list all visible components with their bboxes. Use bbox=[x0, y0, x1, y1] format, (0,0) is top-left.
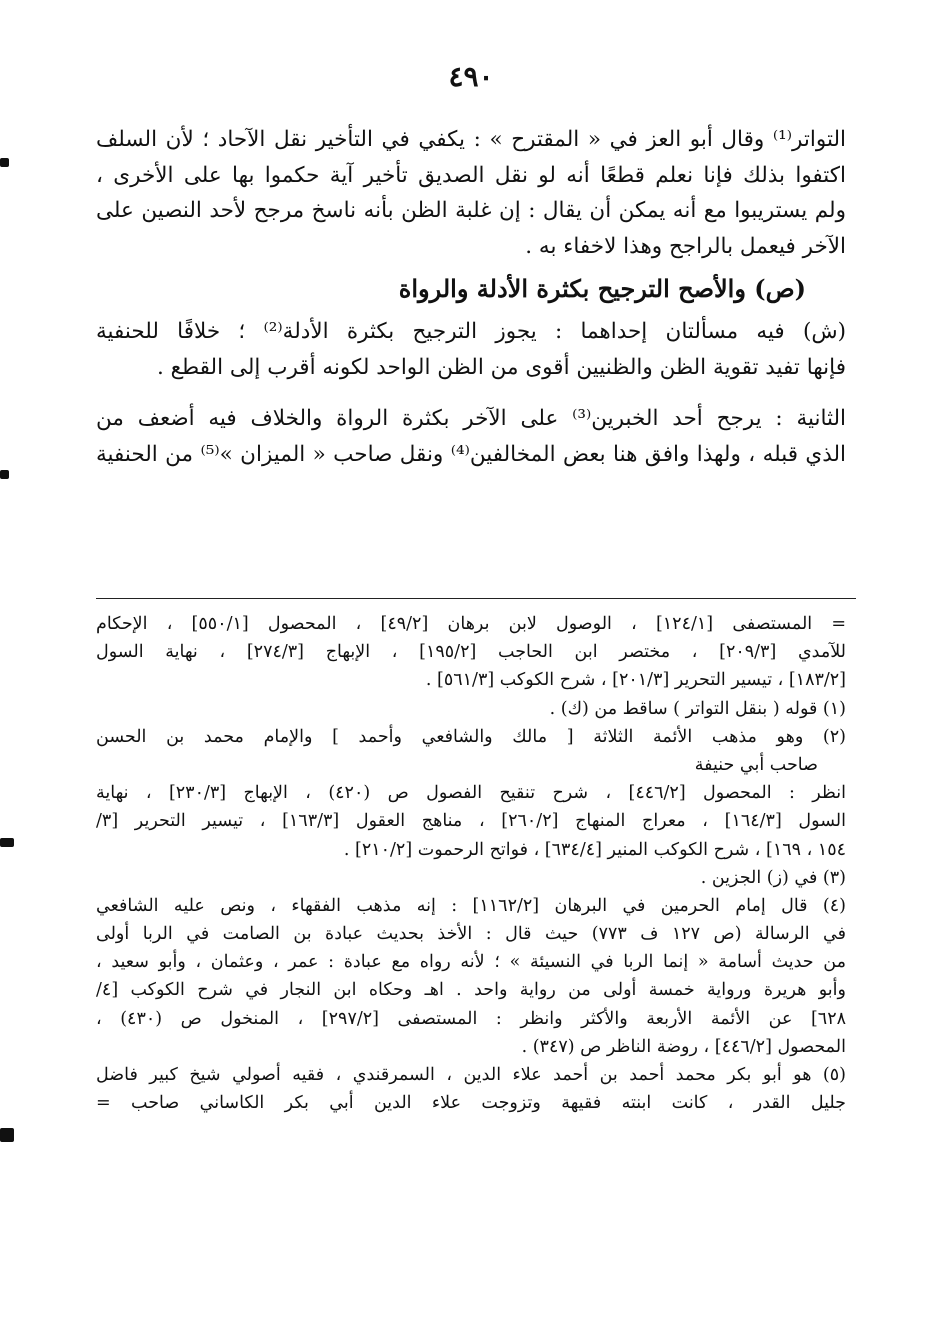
footnote-5: (٥) هو أبو بكر محمد أحمد بن أحمد علاء الدين ، السمرقندي ، فقيه أصولي شيخ كبير فاضل bbox=[96, 1065, 846, 1085]
scan-mark bbox=[0, 158, 9, 167]
body-line: اكتفوا بذلك فإنا نعلم قطعًا أنه لو نقل الصديق تأخير آية حكموا بها على الأخرى ، bbox=[96, 162, 846, 188]
footnote-line: انظر : المحصول [٤٤٦/٢] ، شرح تنقيح الفصول ص (٤٢٠) ، الإبهاج [٢٣٠/٣] ، نهاية bbox=[96, 783, 846, 804]
footnote-line: = المستصفى [١٢٤/١] ، الوصول لابن برهان [٤٩/٢] ، المحصول [٥٥٠/١] ، الإحكام bbox=[96, 614, 846, 634]
body-line: (ش) فيه مسألتان إحداهما : يجوز الترجيح بكثرة الأدلة⁽²⁾ ؛ خلافًا للحنفية bbox=[96, 319, 846, 344]
scan-mark bbox=[0, 838, 14, 847]
body-line: ولم يستريبوا مع أنه يمكن أن يقال : إن غلبة الظن بأنه ناسخ مرجح لأحد النصين على bbox=[96, 198, 846, 223]
footnote-3: (٣) في (ز) الجزين . bbox=[700, 867, 846, 888]
footnote-line: جليل القدر ، كانت ابنته فقيهة وتزوجت علاء الدين أبي بكر الكاساني صاحب = bbox=[96, 1093, 846, 1114]
footnote-line: السول [١٦٤/٣] ، معراج المنهاج [٢٦٠/٢] ، مناهج العقول [١٦٣/٣] ، تيسير التحرير [٣/ bbox=[96, 811, 846, 832]
footnote-4: (٤) قال إمام الحرمين في البرهان [١١٦٢/٢] : إنه مذهب الفقهاء ، ونص عليه الشافعي bbox=[96, 895, 846, 916]
footnote-line: المحصول [٤٤٦/٢] ، روضة الناظر ص (٣٤٧) . bbox=[521, 1036, 846, 1057]
footnote-divider bbox=[96, 598, 856, 599]
body-line: الذي قبله ، ولهذا وافق هنا بعض المخالفين⁽⁴⁾ ونقل صاحب « الميزان »⁽⁵⁾ من الحنفية bbox=[96, 441, 846, 467]
footnote-1: (١) قوله ( بنقل التواتر ) ساقط من (ك) . bbox=[549, 698, 846, 719]
body-line: الآخر فيعمل بالراجح وهذا لاخفاء به . bbox=[525, 233, 846, 259]
page-number: ٤٩٠ bbox=[448, 60, 494, 93]
section-heading: (ص) والأصح الترجيح بكثرة الأدلة والرواة bbox=[398, 274, 806, 303]
scan-mark bbox=[0, 470, 9, 479]
footnote-line: للآمدي [٢٠٩/٣] ، مختصر ابن الحاجب [١٩٥/٢] ، الإبهاج [٢٧٤/٣] ، نهاية السول bbox=[96, 642, 846, 663]
body-line: فإنها تفيد تقوية الظن والظنيين أقوى من الظن الواحد لكونه أقرب إلى القطع . bbox=[156, 354, 846, 380]
body-line: الثانية : يرجح أحد الخبرين⁽³⁾ على الآخر بكثرة الرواة والخلاف فيه أضعف من bbox=[96, 406, 846, 431]
footnote-line: ١٥٤ ، ١٦٩] ، شرح الكوكب المنير [٦٣٤/٤] ، فواتح الرحموت [٢١٠/٢] . bbox=[343, 839, 846, 860]
body-line: التواتر⁽¹⁾ وقال أبو العز في « المقترح » : يكفي في التأخير نقل الآحاد ؛ لأن السلف bbox=[96, 127, 846, 152]
footnote-line: في الرسالة (ص ١٢٧ ف ٧٧٣) حيث قال : الأخذ بحديث عبادة بن الصامت في الربا أولى bbox=[96, 924, 846, 945]
footnote-line: من حديث أسامة « إنما الربا في النسيئة » ؛ لأنه رواه مع عبادة : عمر ، وعثمان ، وأبو سعيد ، bbox=[96, 952, 846, 973]
footnote-line: وأبو هريرة ورواية خمسة أولى من رواية واحد . اهـ وحكاه ابن النجار في شرح الكوكب [٤/ bbox=[96, 980, 846, 1001]
footnote-line: ٦٢٨] عن الأئمة الأربعة والأكثر وانظر : المستصفى [٢٩٧/٢] ، المنخول ص (٤٣٠) ، bbox=[96, 1008, 846, 1029]
footnote-line: [١٨٣/٢] ، تيسير التحرير [٢٠١/٣] ، شرح الكوكب [٥٦١/٣] . bbox=[425, 670, 846, 691]
footnote-2: (٢) وهو مذهب الأئمة الثلاثة [ مالك والشافعي وأحمد ] والإمام محمد بن الحسن bbox=[96, 726, 846, 747]
scan-mark bbox=[0, 1128, 14, 1142]
main-text bbox=[96, 122, 846, 472]
footnotes bbox=[96, 610, 846, 1117]
footnote-line: صاحب أبي حنيفة bbox=[694, 754, 818, 775]
